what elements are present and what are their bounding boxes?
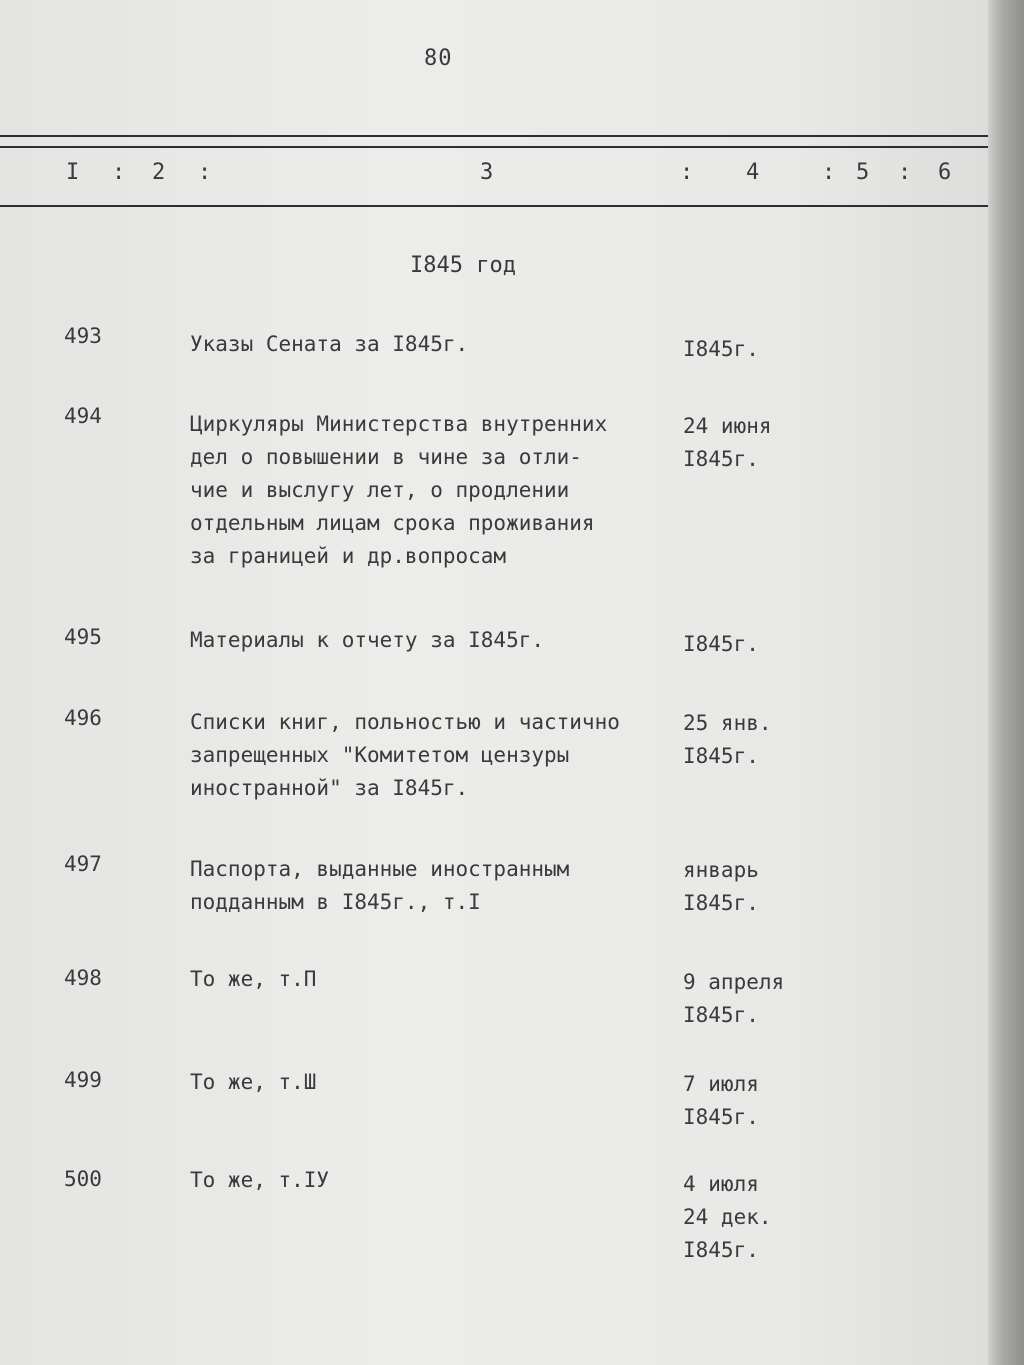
column-number-6: 6 [938,160,952,185]
date-line: I845г. [683,1238,759,1262]
entry-description [190,853,569,919]
description-line: Материалы к отчету за I845г. [190,628,545,652]
entry-date [683,628,759,661]
column-number-2: 2 [152,160,166,185]
date-line: I845г. [683,1105,759,1129]
column-separator: : [898,160,912,185]
entry-number: 494 [64,404,102,428]
entry-date [683,410,772,476]
description-line: Циркуляры Министерства внутренних [190,412,608,436]
date-line: 24 июня [683,414,772,438]
description-line: Списки книг, польностью и частично [190,710,620,734]
description-line: подданным в I845г., т.I [190,890,481,914]
entry-date [683,1068,759,1134]
entry-number: 500 [64,1167,102,1191]
date-line: январь [683,858,759,882]
description-line: То же, т.IУ [190,1168,330,1192]
description-line: Указы Сената за I845г. [190,332,469,356]
description-line: за границей и др.вопросам [190,544,507,568]
entry-number: 499 [64,1068,102,1092]
entry-description [190,1066,316,1099]
entry-description [190,328,468,361]
date-line: I845г. [683,632,759,656]
entry-date [683,854,759,920]
date-line: 24 дек. [683,1205,772,1229]
entry-number: 496 [64,706,102,730]
header-rule-top [0,135,990,137]
column-separator: : [112,160,126,185]
section-title: I845 год [410,253,516,278]
date-line: I845г. [683,1003,759,1027]
header-rule-top-inner [0,146,990,148]
entry-number: 493 [64,324,102,348]
entry-date [683,707,772,773]
entry-description [190,624,544,657]
date-line: I845г. [683,447,759,471]
entry-number: 495 [64,625,102,649]
column-separator: : [198,160,212,185]
date-line: I845г. [683,891,759,915]
stacked-pages-edge [988,0,1024,1365]
entry-description [190,1164,329,1197]
entry-description [190,963,316,996]
entry-date [683,966,784,1032]
description-line: иностранной" за I845г. [190,776,469,800]
entry-date [683,1168,772,1267]
column-separator: : [680,160,694,185]
description-line: дел о повышении в чине за отли- [190,445,582,469]
column-number-5: 5 [856,160,870,185]
entry-number: 497 [64,852,102,876]
column-separator: : [822,160,836,185]
description-line: запрещенных "Комитетом цензуры [190,743,570,767]
column-number-3: 3 [480,160,494,185]
entry-description [190,408,607,573]
page-number: 80 [424,46,453,71]
entry-date [683,333,759,366]
column-number-1: I [66,160,80,185]
column-number-4: 4 [746,160,760,185]
description-line: Паспорта, выданные иностранным [190,857,570,881]
header-rule-bottom [0,205,990,207]
entry-description [190,706,620,805]
date-line: 9 апреля [683,970,785,994]
description-line: То же, т.П [190,967,317,991]
date-line: I845г. [683,337,759,361]
description-line: отдельным лицам срока проживания [190,511,595,535]
date-line: 7 июля [683,1072,759,1096]
date-line: I845г. [683,744,759,768]
description-line: То же, т.Ш [190,1070,317,1094]
date-line: 4 июля [683,1172,759,1196]
entry-number: 498 [64,966,102,990]
date-line: 25 янв. [683,711,772,735]
description-line: чие и выслугу лет, о продлении [190,478,570,502]
